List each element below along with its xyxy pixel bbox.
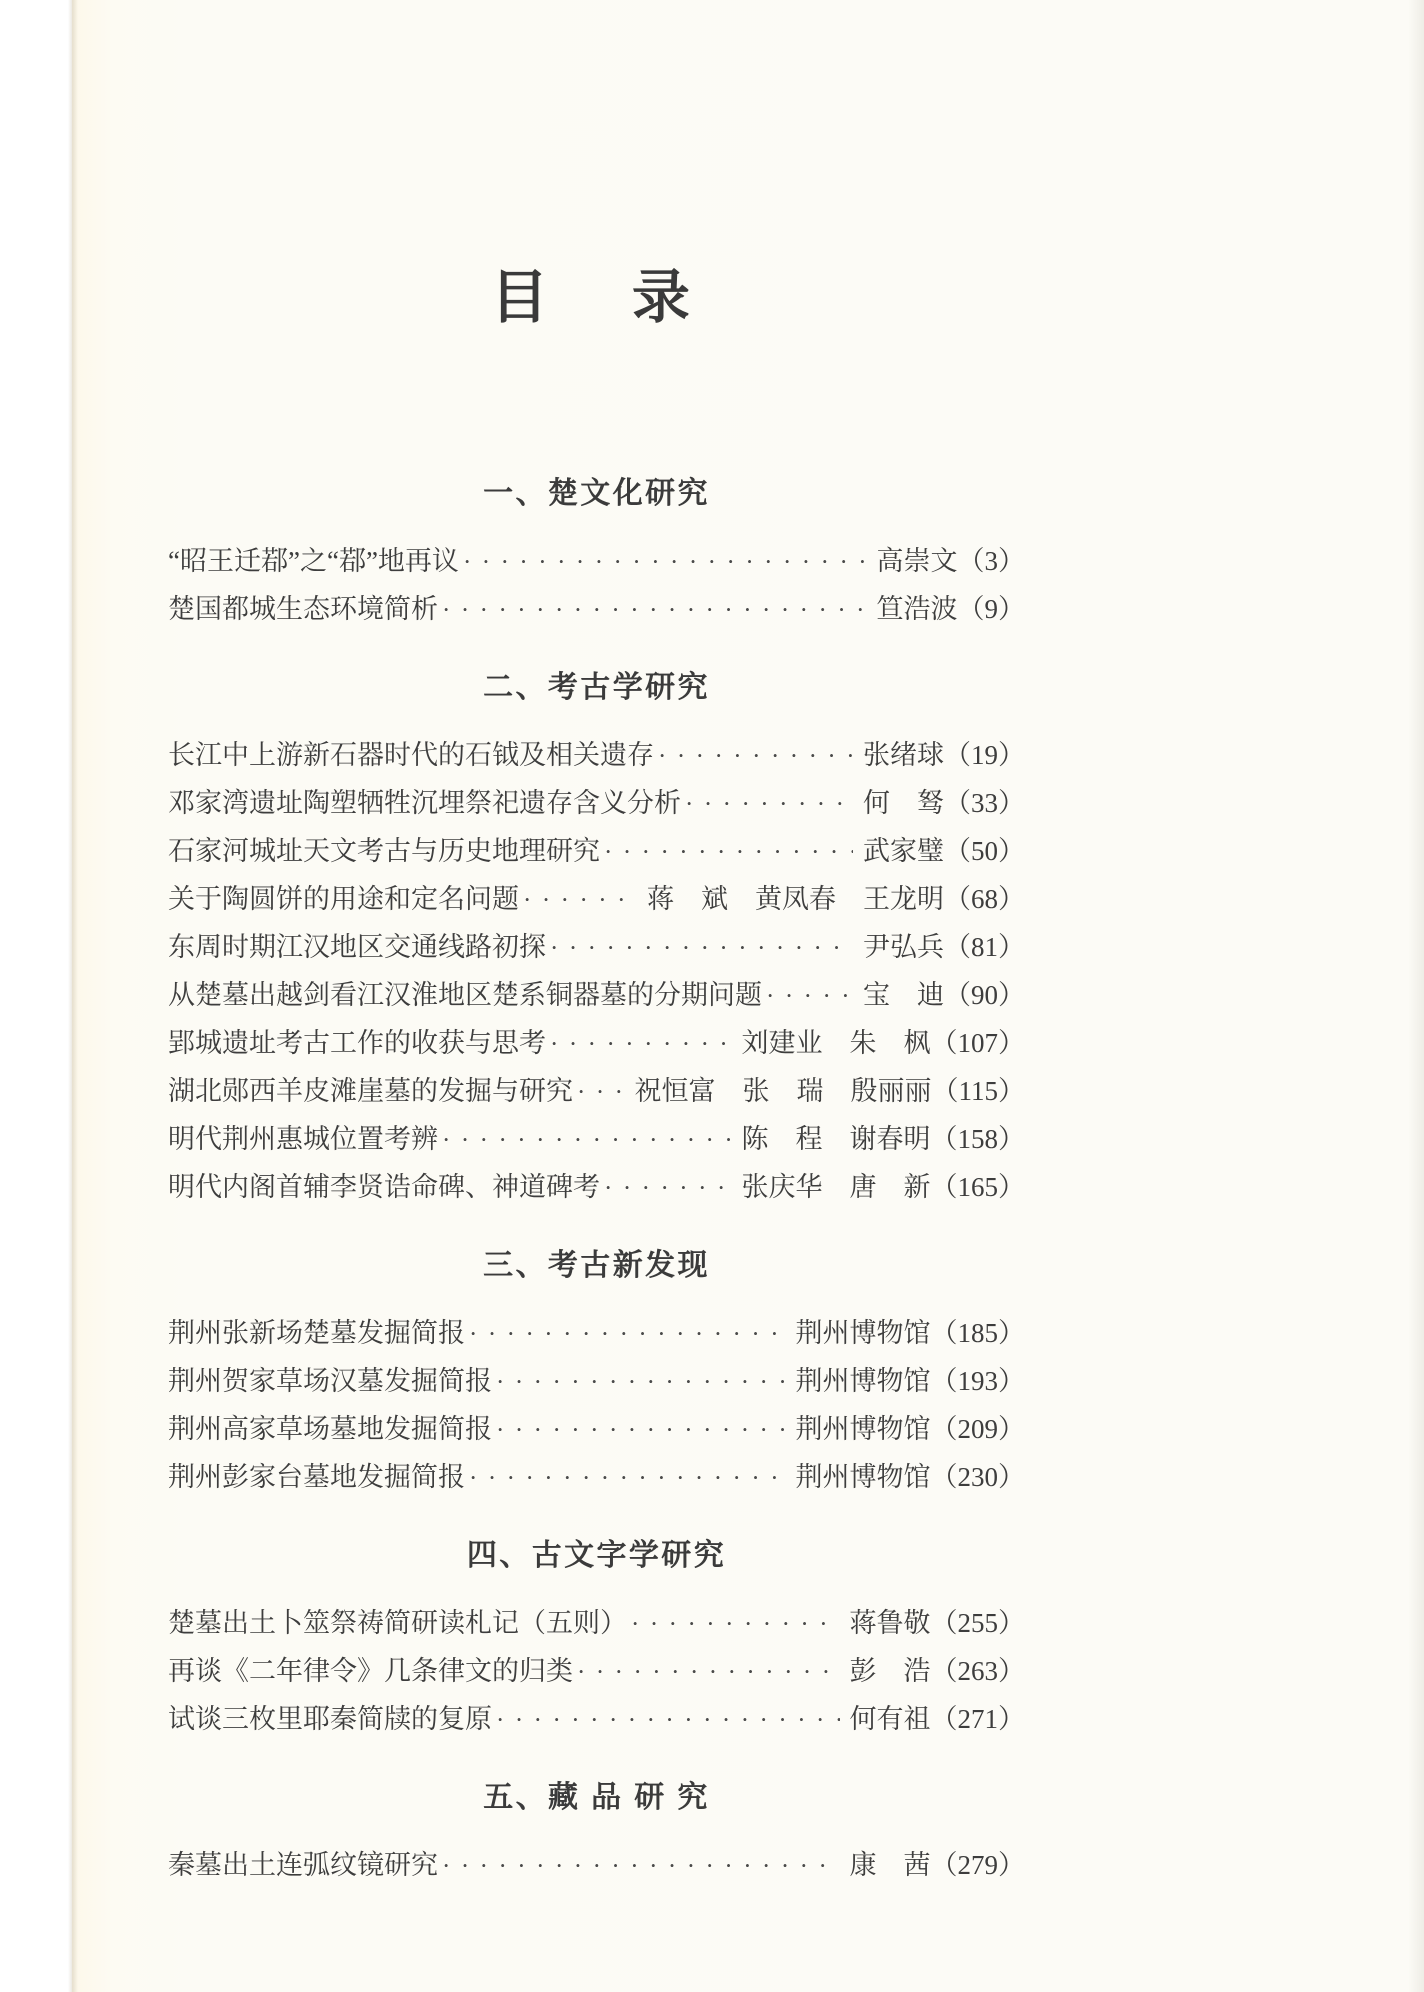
page-title: 目 录 — [490, 265, 703, 330]
toc-list — [168, 474, 1025, 1890]
entry-author: 陈 程 谢春明 — [741, 1124, 931, 1154]
section-heading: 二、考古学研究 — [483, 671, 710, 704]
leader-dots — [685, 782, 853, 828]
leader-dots — [766, 974, 853, 1020]
entry-page: （90） — [944, 980, 1025, 1010]
entry-page: （193） — [930, 1366, 1025, 1396]
entry-page: （158） — [930, 1124, 1025, 1154]
leader-dots — [550, 1022, 732, 1068]
toc-entry — [168, 1648, 1025, 1696]
leader-dots — [550, 926, 853, 972]
leader-dots — [442, 1118, 732, 1164]
toc-entry — [168, 1454, 1025, 1502]
leader-dots — [604, 830, 853, 876]
toc-entry — [168, 876, 1025, 924]
entry-author: 张庆华 唐 新 — [741, 1172, 931, 1202]
toc-section-1 — [168, 474, 1025, 634]
entry-title: 明代荆州惠城位置考辨 — [168, 1124, 438, 1154]
entry-page: （230） — [930, 1462, 1025, 1492]
toc-entry — [168, 1406, 1025, 1454]
toc-entry — [168, 972, 1025, 1020]
leader-dots — [577, 1070, 625, 1116]
entry-page: （185） — [930, 1318, 1025, 1348]
toc-entry — [168, 1696, 1025, 1744]
toc-section-3 — [168, 1246, 1025, 1502]
leader-dots — [469, 1456, 786, 1502]
entry-title: 荆州彭家台墓地发掘简报 — [168, 1462, 465, 1492]
section-entries — [168, 1600, 1025, 1744]
section-entries — [168, 732, 1025, 1212]
toc-entry — [168, 586, 1025, 634]
section-heading: 三、考古新发现 — [483, 1249, 710, 1282]
toc-entry — [168, 780, 1025, 828]
entry-page: （19） — [944, 740, 1025, 770]
entry-page: （33） — [944, 788, 1025, 818]
page-binding-crease — [68, 0, 78, 1992]
entry-author: 武家璧 — [863, 836, 944, 866]
entry-author: 祝恒富 张 瑞 殷丽丽 — [634, 1076, 932, 1106]
section-entries — [168, 1310, 1025, 1502]
section-entries — [168, 538, 1025, 634]
entry-author: 荆州博物馆 — [795, 1462, 931, 1492]
section-heading: 四、古文字学研究 — [466, 1539, 727, 1572]
section-heading: 一、楚文化研究 — [483, 477, 710, 510]
entry-title: 再谈《二年律令》几条律文的归类 — [168, 1656, 573, 1686]
entry-page: （107） — [930, 1028, 1025, 1058]
entry-author: 笪浩波 — [876, 594, 958, 624]
toc-entry — [168, 924, 1025, 972]
entry-page: （68） — [944, 884, 1025, 914]
entry-title: 石家河城址天文考古与历史地理研究 — [168, 836, 600, 866]
entry-title: 荆州贺家草场汉墓发掘简报 — [168, 1366, 492, 1396]
entry-title: 从楚墓出越剑看江汉淮地区楚系铜器墓的分期问题 — [168, 980, 762, 1010]
toc-entry — [168, 1164, 1025, 1212]
entry-title: 楚墓出土卜筮祭祷简研读札记（五则） — [168, 1608, 627, 1638]
entry-title: 秦墓出土连弧纹镜研究 — [168, 1850, 438, 1880]
toc-section-5 — [168, 1778, 1025, 1890]
entry-title: “昭王迁鄀”之“鄀”地再议 — [168, 546, 459, 576]
section-heading: 五、藏 品 研 究 — [483, 1781, 710, 1814]
entry-title: 邓家湾遗址陶塑牺牲沉埋祭祀遗存含义分析 — [168, 788, 681, 818]
entry-page: （165） — [930, 1172, 1025, 1202]
toc-entry — [168, 538, 1025, 586]
toc-content — [168, 0, 1025, 1890]
entry-page: （255） — [930, 1608, 1025, 1638]
leader-dots — [496, 1698, 840, 1744]
entry-title: 荆州高家草场墓地发掘简报 — [168, 1414, 492, 1444]
entry-title: 郢城遗址考古工作的收获与思考 — [168, 1028, 546, 1058]
entry-page: （271） — [930, 1704, 1025, 1734]
toc-entry — [168, 1310, 1025, 1358]
entry-page: （209） — [930, 1414, 1025, 1444]
entry-page: （263） — [930, 1656, 1025, 1686]
leader-dots — [442, 1844, 840, 1890]
entry-author: 刘建业 朱 枫 — [741, 1028, 931, 1058]
toc-entry — [168, 1600, 1025, 1648]
entry-title: 长江中上游新石器时代的石钺及相关遗存 — [168, 740, 654, 770]
entry-author: 尹弘兵 — [863, 932, 944, 962]
entry-author: 高崇文 — [876, 546, 958, 576]
toc-entry — [168, 1020, 1025, 1068]
leader-dots — [604, 1166, 732, 1212]
entry-author: 荆州博物馆 — [795, 1366, 931, 1396]
toc-entry — [168, 732, 1025, 780]
entry-page: （9） — [957, 594, 1025, 624]
entry-page: （81） — [944, 932, 1025, 962]
toc-entry — [168, 828, 1025, 876]
toc-section-2 — [168, 668, 1025, 1212]
entry-page: （279） — [930, 1850, 1025, 1880]
leader-dots — [577, 1650, 840, 1696]
entry-title: 荆州张新场楚墓发掘简报 — [168, 1318, 465, 1348]
entry-page: （115） — [931, 1076, 1025, 1106]
entry-title: 湖北郧西羊皮滩崖墓的发掘与研究 — [168, 1076, 573, 1106]
entry-author: 彭 浩 — [849, 1656, 931, 1686]
page-right-edge — [1408, 0, 1424, 1992]
entry-author: 何有祖 — [849, 1704, 931, 1734]
entry-title: 关于陶圆饼的用途和定名问题 — [168, 884, 519, 914]
entry-author: 张绪球 — [863, 740, 944, 770]
leader-dots — [523, 878, 637, 924]
entry-title: 东周时期江汉地区交通线路初探 — [168, 932, 546, 962]
section-entries — [168, 1842, 1025, 1890]
toc-entry — [168, 1358, 1025, 1406]
entry-title: 楚国都城生态环境简析 — [168, 594, 438, 624]
leader-dots — [469, 1312, 786, 1358]
leader-dots — [496, 1408, 786, 1454]
leader-dots — [463, 540, 867, 586]
entry-author: 蒋鲁敬 — [849, 1608, 931, 1638]
leader-dots — [658, 734, 853, 780]
entry-title: 试谈三枚里耶秦简牍的复原 — [168, 1704, 492, 1734]
entry-title: 明代内阁首辅李贤诰命碑、神道碑考 — [168, 1172, 600, 1202]
toc-entry — [168, 1068, 1025, 1116]
toc-entry — [168, 1116, 1025, 1164]
entry-author: 宝 迪 — [863, 980, 944, 1010]
entry-author: 何 驽 — [863, 788, 944, 818]
leader-dots — [631, 1602, 840, 1648]
entry-author: 蒋 斌 黄凤春 王龙明 — [647, 884, 944, 914]
entry-page: （3） — [957, 546, 1025, 576]
entry-author: 荆州博物馆 — [795, 1318, 931, 1348]
leader-dots — [496, 1360, 786, 1406]
toc-section-4 — [168, 1536, 1025, 1744]
entry-author: 康 茜 — [849, 1850, 931, 1880]
toc-entry — [168, 1842, 1025, 1890]
entry-page: （50） — [944, 836, 1025, 866]
leader-dots — [442, 588, 867, 634]
entry-author: 荆州博物馆 — [795, 1414, 931, 1444]
